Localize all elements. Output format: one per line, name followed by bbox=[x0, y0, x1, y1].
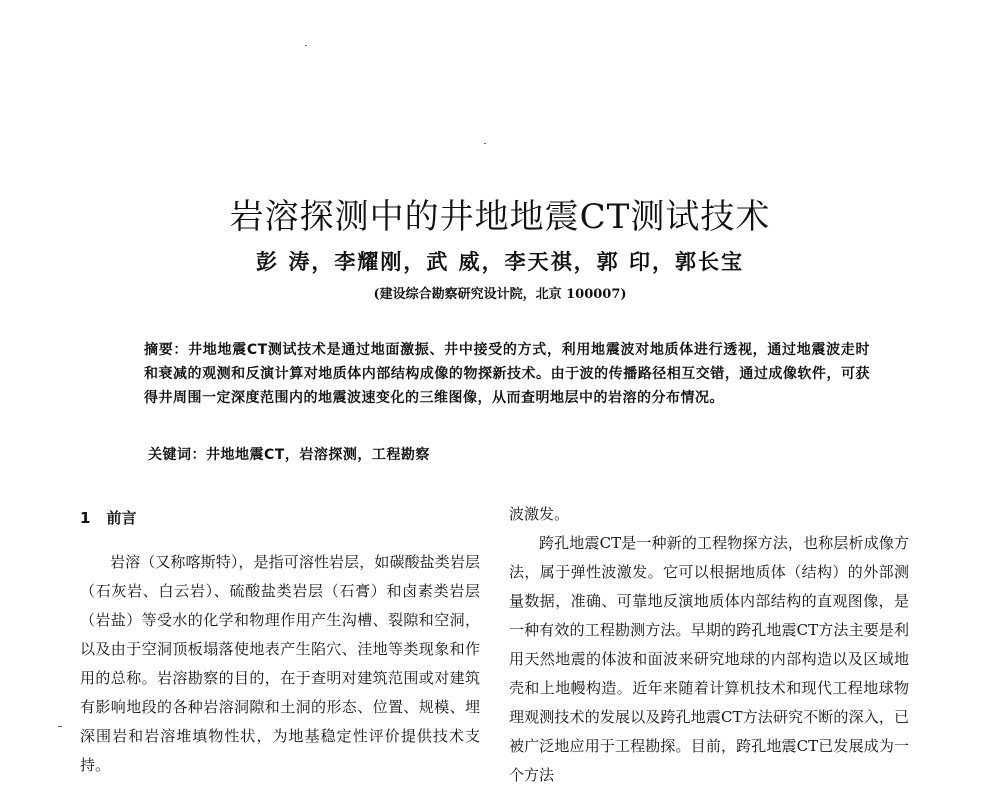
abstract-label: 摘要： bbox=[144, 342, 189, 358]
keywords-label: 关键词： bbox=[148, 447, 206, 463]
left-column bbox=[80, 504, 480, 780]
paper-title: 岩溶探测中的井地地震CT测试技术 bbox=[229, 196, 771, 237]
intro-paragraph: 岩溶（又称喀斯特），是指可溶性岩层，如碳酸盐类岩层（石灰岩、白云岩）、硫酸盐类岩层（石膏）和卤素类岩层（岩盐）等受水的化学和物理作用产生沟槽、裂隙和空洞，以及由于空洞顶板塌落使地表产生陷穴、洼地等类现象和作用的总称。岩溶勘察的目的，在于查明对建筑范围或对建筑有影响地段的各种岩溶洞隙和土洞的形态、位置、规模、埋深围岩和岩溶堆填物性状，为地基稳定性评价提供技术支持。 bbox=[80, 553, 480, 774]
abstract-text: 井地地震CT测试技术是通过地面激振、井中接受的方式，利用地震波对地质体进行透视，通过地震波走时和衰减的观测和反演计算对地质体内部结构成像的物探新技术。由于波的传播路径相互交错，通过成像软件，可获得井周围一定深度范围内的地震波速变化的三维图像，从而查明地层中的岩溶的分布情况。 bbox=[144, 342, 870, 406]
affiliation: (建设综合勘察研究设计院，北京 100007) bbox=[373, 287, 627, 302]
keywords bbox=[148, 444, 430, 464]
section-heading bbox=[80, 504, 480, 533]
right-column bbox=[509, 500, 909, 790]
scan-speck bbox=[58, 726, 62, 727]
section-number: 1 bbox=[80, 509, 91, 527]
crosshole-ct-paragraph: 跨孔地震CT是一种新的工程物探方法，也称层析成像方法，属于弹性波激发。它可以根据地质体（结构）的外部测量数据，准确、可靠地反演地质体内部结构的直观图像，是一种有效的工程勘测方法。早期的跨孔地震CT方法主要是利用天然地震的体波和面波来研究地球的内部构造以及区域地壳和上地幔构造。近年来随着计算机技术和现代工程地球物理观测技术的发展以及跨孔地震CT方法研究不断的深入，已被广泛地应用于工程勘探。目前，跨孔地震CT已发展成为一个方法 bbox=[509, 534, 909, 784]
continuation-text: 波激发。 bbox=[509, 505, 570, 523]
scan-speck bbox=[484, 143, 486, 144]
abstract-body bbox=[108, 338, 870, 410]
keywords-text: 井地地震CT，岩溶探测，工程勘察 bbox=[206, 447, 430, 463]
section-title: 前言 bbox=[106, 509, 137, 527]
scan-speck bbox=[305, 45, 307, 46]
author-list: 彭 涛，李耀刚，武 威，李天祺，郭 印，郭长宝 bbox=[256, 249, 744, 274]
abstract bbox=[108, 338, 870, 410]
